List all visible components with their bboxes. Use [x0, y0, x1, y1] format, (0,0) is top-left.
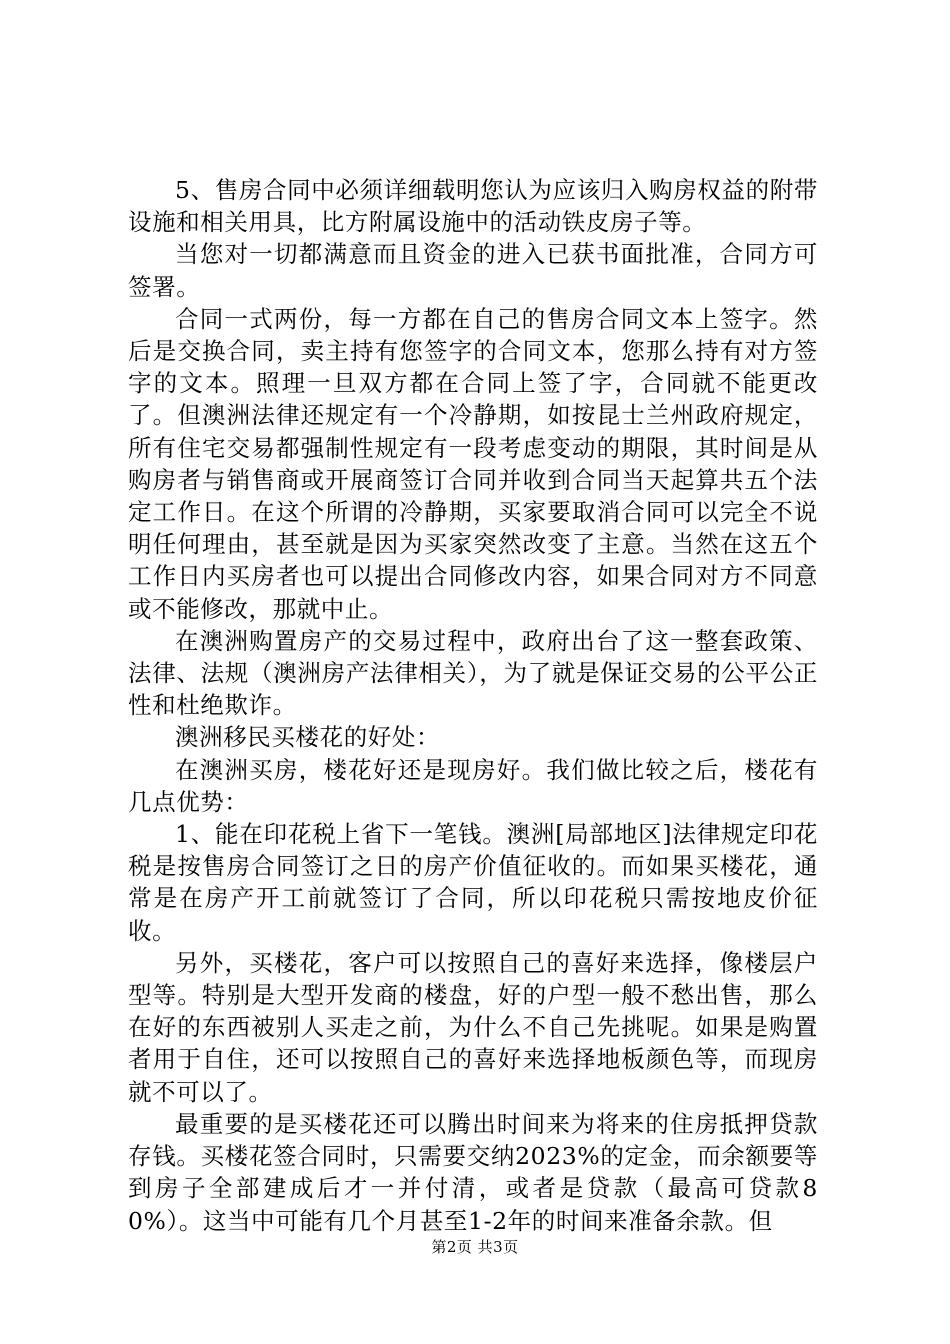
paragraph-signing-condition: 当您对一切都满意而且资金的进入已获书面批准，合同方可签署。	[128, 240, 818, 301]
paragraph-deposit-savings: 最重要的是买楼花还可以腾出时间来为将来的住房抵押贷款存钱。买楼花签合同时，只需要交纳2023%的定金，而余额要等到房子全部建成后才一并付清，或者是贷款（最高可贷款80%）。这当中可能有几个月甚至1-2年的时间来准备余款。但	[128, 1109, 818, 1235]
paragraph-off-plan-heading: 澳洲移民买楼花的好处：	[175, 723, 441, 752]
paragraph-off-plan-intro: 在澳洲买房，楼花好还是现房好。我们做比较之后，楼花有几点优势：	[128, 755, 818, 816]
paragraph-government-policy: 在澳洲购置房产的交易过程中，政府出台了这一整套政策、法律、法规（澳洲房产法律相关），为了就是保证交易的公平公正性和杜绝欺诈。	[128, 626, 818, 720]
paragraph-choice-advantage: 另外，买楼花，客户可以按照自己的喜好来选择，像楼层户型等。特别是大型开发商的楼盘，好的户型一般不愁出售，那么在好的东西被别人买走之前，为什么不自己先挑呢。如果是购置者用于自住，还可以按照自己的喜好来选择地板颜色等，而现房就不可以了。	[128, 948, 818, 1106]
paragraph-attached-facilities: 5、售房合同中必须详细载明您认为应该归入购房权益的附带设施和相关用具，比方附属设施中的活动铁皮房子等。	[128, 176, 818, 237]
document-body	[128, 174, 818, 1237]
paragraph-cooling-off-period: 合同一式两份，每一方都在自己的售房合同文本上签字。然后是交换合同，卖主持有您签字的合同文本，您那么持有对方签字的文本。照理一旦双方都在合同上签了字，合同就不能更改了。但澳洲法律还规定有一个冷静期，如按昆士兰州政府规定，所有住宅交易都强制性规定有一段考虑变动的期限，其时间是从购房者与销售商或开展商签订合同并收到合同当天起算共五个法定工作日。在这个所谓的冷静期，买家要取消合同可以完全不说明任何理由，甚至就是因为买家突然改变了主意。当然在这五个工作日内买房者也可以提出合同修改内容，如果合同对方不同意或不能修改，那就中止。	[128, 304, 818, 623]
page-number-footer: 第2页 共3页	[431, 1238, 519, 1256]
paragraph-stamp-duty: 1、能在印花税上省下一笔钱。澳洲[局部地区]法律规定印花税是按售房合同签订之日的房产价值征收的。而如果买楼花，通常是在房产开工前就签订了合同，所以印花税只需按地皮价征收。	[128, 820, 818, 945]
